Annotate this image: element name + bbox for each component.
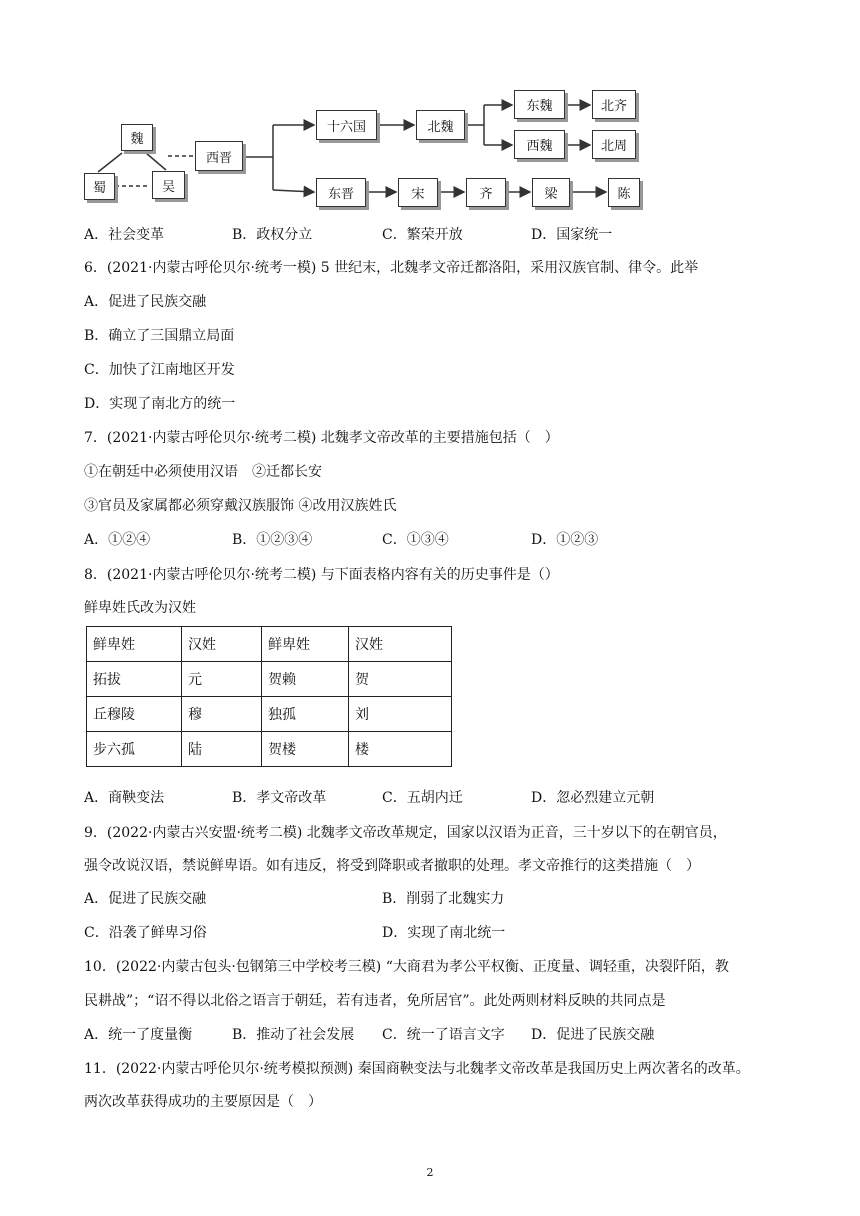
q8-option-c: C．五胡内迁 [382, 790, 463, 806]
q9-stem-line1: 9．(2022·内蒙古兴安盟·统考二模) 北魏孝文帝改革规定，国家以汉语为正音，三十岁以下的在朝官员， [84, 825, 727, 841]
q7-option-d: D．①②③ [531, 532, 599, 548]
q7-option-c: C．①③④ [382, 532, 449, 548]
q6-option-d: D．实现了南北方的统一 [84, 396, 236, 412]
q9-option-a: A．促进了民族交融 [84, 891, 207, 907]
q8-option-a: A．商鞅变法 [84, 790, 165, 806]
q7-item-2: ③官员及家属都必须穿戴汉族服饰 ④改用汉族姓氏 [84, 498, 397, 514]
q6-option-a: A．促进了民族交融 [84, 294, 207, 310]
node-chen: 陈 [608, 178, 640, 207]
q6-option-b: B．确立了三国鼎立局面 [84, 328, 235, 344]
q6-option-c: C．加快了江南地区开发 [84, 362, 235, 378]
node-beiqi: 北齐 [592, 90, 636, 119]
q5-option-a: A．社会变革 [84, 227, 165, 243]
q8-caption: 鲜卑姓氏改为汉姓 [84, 600, 196, 616]
q7-option-b: B．①②③④ [232, 532, 313, 548]
page-number: 2 [426, 1166, 434, 1179]
table-cell: 贺楼 [262, 732, 349, 767]
q11-stem-line1: 11．(2022·内蒙古呼伦贝尔·统考模拟预测) 秦国商鞅变法与北魏孝文帝改革是我国历史上两次著名的改革。 [84, 1061, 750, 1077]
q9-stem-line2: 强令改说汉语，禁说鲜卑语。如有违反，将受到降职或者撤职的处理。孝文帝推行的这类措施（ ） [84, 858, 700, 874]
q10-option-a: A．统一了度量衡 [84, 1027, 193, 1043]
q6-stem: 6．(2021·内蒙古呼伦贝尔·统考一模) 5 世纪末，北魏孝文帝迁都洛阳，采用汉族官制、律令。此举 [84, 260, 699, 276]
node-dongwei: 东魏 [514, 90, 565, 119]
table-cell: 汉姓 [182, 627, 262, 662]
table-row [87, 697, 452, 732]
table-cell: 鲜卑姓 [87, 627, 182, 662]
q9-option-c: C．沿袭了鲜卑习俗 [84, 925, 207, 941]
table-cell: 贺赖 [262, 662, 349, 697]
q10-stem-line2: 民耕战”；“诏不得以北俗之语言于朝廷，若有违者，免所居官”。此处两则材料反映的共同点是 [84, 993, 666, 1009]
node-song: 宋 [398, 178, 438, 207]
table-row [87, 732, 452, 767]
q10-option-d: D．促进了民族交融 [531, 1027, 655, 1043]
q8-option-d: D．忽必烈建立元朝 [531, 790, 655, 806]
node-liang: 梁 [532, 178, 570, 207]
q10-option-b: B．推动了社会发展 [232, 1027, 355, 1043]
table-cell: 拓拔 [87, 662, 182, 697]
q7-item-1: ①在朝廷中必须使用汉语 ②迁都长安 [84, 464, 322, 480]
q8-option-b: B．孝文帝改革 [232, 790, 327, 806]
q8-stem: 8．(2021·内蒙古呼伦贝尔·统考二模) 与下面表格内容有关的历史事件是（） [84, 567, 559, 583]
table-cell: 丘穆陵 [87, 697, 182, 732]
node-xijin: 西晋 [195, 141, 243, 171]
node-beizhou: 北周 [592, 130, 636, 159]
node-shu: 蜀 [84, 173, 115, 200]
table-cell: 楼 [349, 732, 452, 767]
table-cell: 陆 [182, 732, 262, 767]
q9-option-b: B．削弱了北魏实力 [382, 891, 505, 907]
q5-option-b: B．政权分立 [232, 227, 313, 243]
table-cell: 贺 [349, 662, 452, 697]
q10-option-c: C．统一了语言文字 [382, 1027, 505, 1043]
table-cell: 步六孤 [87, 732, 182, 767]
node-shiliuguo: 十六国 [316, 110, 377, 140]
q10-stem-line1: 10．(2022·内蒙古包头·包钢第三中学校考三模) “大商君为孝公平权衡、正度量、调轻重，决裂阡陌，教 [84, 959, 729, 975]
table-cell: 元 [182, 662, 262, 697]
table-row [87, 662, 452, 697]
table-cell: 鲜卑姓 [262, 627, 349, 662]
node-xiwei: 西魏 [514, 130, 565, 159]
q5-option-c: C．繁荣开放 [382, 227, 463, 243]
surname-table [86, 626, 452, 767]
node-dongjin: 东晋 [316, 178, 366, 207]
q7-stem: 7．(2021·内蒙古呼伦贝尔·统考二模) 北魏孝文帝改革的主要措施包括（ ） [84, 430, 559, 446]
node-beiwei: 北魏 [416, 110, 465, 140]
q11-stem-line2: 两次改革获得成功的主要原因是（ ） [84, 1094, 322, 1110]
table-row [87, 627, 452, 662]
node-qi: 齐 [466, 178, 506, 207]
node-wu: 吴 [152, 171, 185, 199]
node-wei: 魏 [121, 124, 153, 151]
table-cell: 独孤 [262, 697, 349, 732]
q7-option-a: A．①②④ [84, 532, 151, 548]
q5-option-d: D．国家统一 [531, 227, 613, 243]
table-cell: 穆 [182, 697, 262, 732]
table-cell: 刘 [349, 697, 452, 732]
table-cell: 汉姓 [349, 627, 452, 662]
q9-option-d: D．实现了南北统一 [382, 925, 506, 941]
